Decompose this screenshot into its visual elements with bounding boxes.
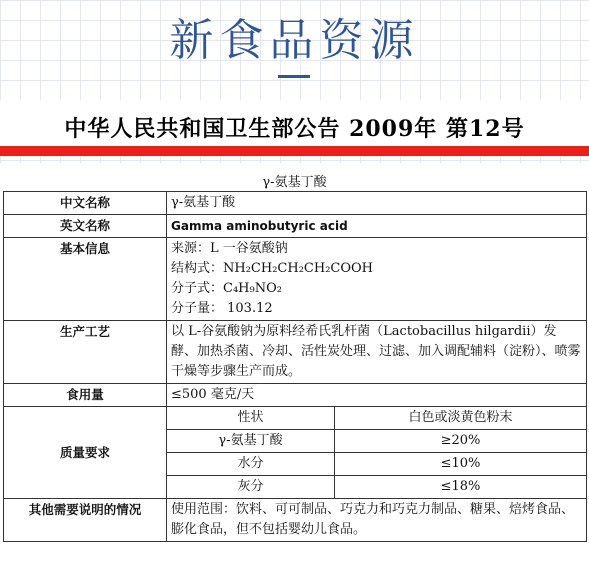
table-row	[4, 499, 587, 542]
row-label-process: 生产工艺	[4, 321, 167, 384]
quality-item-value: ≤10%	[335, 453, 587, 476]
structure-line: 结构式：NH₂CH₂CH₂CH₂COOH	[171, 261, 374, 276]
table-title: γ-氨基丁酸	[262, 175, 327, 190]
chinese-name-value: γ-氨基丁酸	[167, 192, 587, 215]
dosage-value: ≤500 毫克/天	[167, 384, 587, 407]
table-row	[4, 321, 587, 384]
row-label-basic-info: 基本信息	[4, 238, 167, 321]
quality-item-value: 白色或淡黄色粉末	[335, 407, 587, 430]
quality-item-name: 性状	[167, 407, 335, 430]
row-label-dosage: 食用量	[4, 384, 167, 407]
announcement-title: 中华人民共和国卫生部公告 2009年 第12号	[64, 116, 525, 142]
quality-item-name: 水分	[167, 453, 335, 476]
formula-line: 分子式：C₄H₉NO₂	[171, 281, 282, 296]
page-title: 新食品资源	[169, 15, 420, 66]
row-label-english-name: 英文名称	[4, 215, 167, 238]
mass-line: 分子量： 103.12	[171, 301, 273, 316]
table-row	[4, 238, 587, 321]
table-row	[4, 192, 587, 215]
other-value: 使用范围：饮料、可可制品、巧克力和巧克力制品、糖果、焙烤食品、膨化食品，但不包括婴幼儿食品。	[167, 499, 587, 542]
spec-table-container	[0, 163, 589, 588]
basic-info-value	[167, 238, 587, 321]
source-line: 来源：L 一谷氨酸钠	[171, 241, 288, 256]
row-label-quality: 质量要求	[4, 407, 167, 499]
row-label-chinese-name: 中文名称	[4, 192, 167, 215]
table-row	[4, 215, 587, 238]
english-name-value: Gamma aminobutyric acid	[167, 215, 587, 238]
quality-item-name: 灰分	[167, 476, 335, 499]
row-label-other: 其他需要说明的情况	[4, 499, 167, 542]
quality-item-value: ≤18%	[335, 476, 587, 499]
red-divider	[0, 146, 589, 156]
quality-item-name: γ-氨基丁酸	[167, 430, 335, 453]
table-row	[4, 384, 587, 407]
title-underline-dash	[278, 75, 310, 78]
table-row	[4, 407, 587, 430]
spec-table	[3, 191, 587, 542]
process-value: 以 L-谷氨酸钠为原料经希氏乳杆菌（Lactobacillus hilgardii）发酵、加热杀菌、冷却、活性炭处理、过滤、加入调配辅料（淀粉）、喷雾干燥等步骤生产而成。	[167, 321, 587, 384]
quality-item-value: ≥20%	[335, 430, 587, 453]
